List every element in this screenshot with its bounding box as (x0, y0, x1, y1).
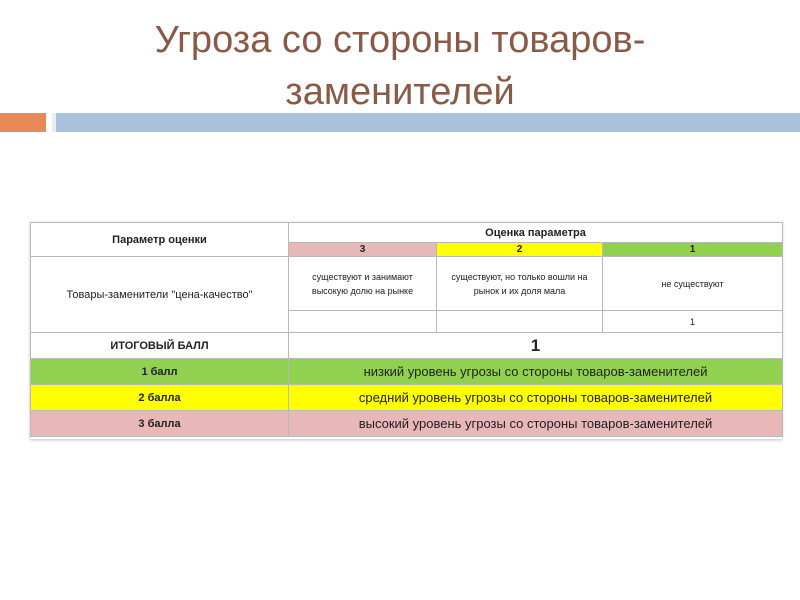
score-level-1: 1 (603, 243, 783, 257)
score-level-3: 3 (289, 243, 437, 257)
total-value: 1 (289, 333, 783, 359)
accent-bar-orange (0, 113, 46, 132)
description-3: существуют и занимают высокую долю на рынке (289, 257, 437, 311)
level-row-low (31, 359, 783, 385)
level-row-medium (31, 385, 783, 411)
level-label-medium: 2 балла (31, 385, 289, 411)
criterion-label: Товары-заменители "цена-качество" (31, 257, 289, 333)
mark-3 (289, 311, 437, 333)
assessment-table (30, 222, 782, 439)
assessment-grid (30, 222, 783, 437)
score-header: Оценка параметра (289, 223, 783, 243)
level-label-low: 1 балл (31, 359, 289, 385)
description-1: не существуют (603, 257, 783, 311)
mark-2 (437, 311, 603, 333)
accent-bar-blue (52, 113, 800, 132)
level-row-high (31, 411, 783, 437)
level-text-medium: средний уровень угрозы со стороны товаров-заменителей (289, 385, 783, 411)
mark-1: 1 (603, 311, 783, 333)
total-label: ИТОГОВЫЙ БАЛЛ (31, 333, 289, 359)
description-2: существуют, но только вошли на рынок и их доля мала (437, 257, 603, 311)
param-header: Параметр оценки (31, 223, 289, 257)
level-text-high: высокий уровень угрозы со стороны товаров-заменителей (289, 411, 783, 437)
level-label-high: 3 балла (31, 411, 289, 437)
slide-title: Угроза со стороны товаров-заменителей (154, 19, 646, 113)
score-level-2: 2 (437, 243, 603, 257)
level-text-low: низкий уровень угрозы со стороны товаров-заменителей (289, 359, 783, 385)
